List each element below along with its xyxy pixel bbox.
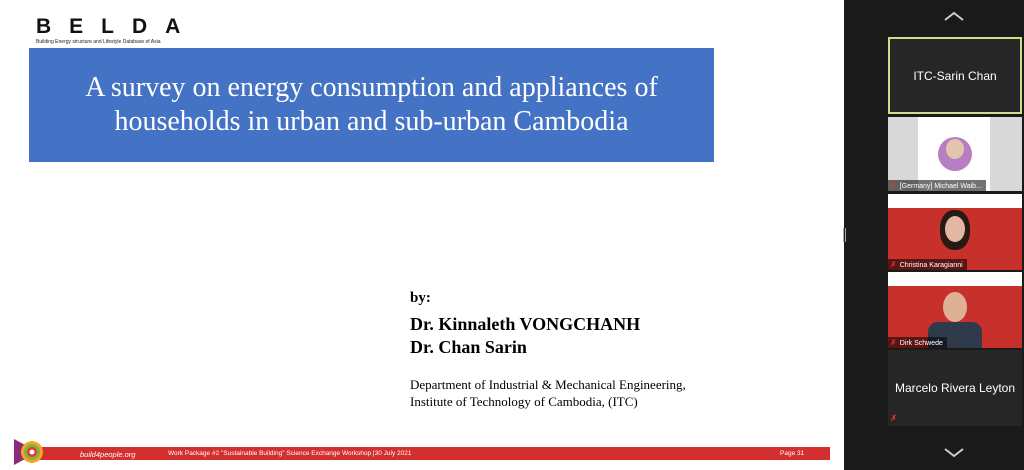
participant-name: Marcelo Rivera Leyton xyxy=(894,381,1016,395)
institute-line: Institute of Technology of Cambodia, (ITC) xyxy=(410,394,638,409)
chevron-up-icon[interactable] xyxy=(942,10,966,22)
person-face xyxy=(943,292,967,322)
logo-subtitle: Building Energy structure and Lifestyle Database of Asia xyxy=(36,39,161,45)
footer-page: Page 31 xyxy=(780,450,805,457)
logo-title: BELDA xyxy=(36,15,199,38)
author-name: Dr. Kinnaleth VONGCHANH xyxy=(410,314,641,334)
mic-muted-icon: ✗ xyxy=(890,181,897,190)
mic-muted-icon: ✗ xyxy=(890,413,898,423)
belda-logo xyxy=(36,16,198,45)
department-block xyxy=(410,376,686,410)
footer-site: build4people.org xyxy=(80,450,136,459)
participant-caption xyxy=(888,180,986,191)
video-slide-strip xyxy=(888,272,1022,286)
chevron-down-icon[interactable] xyxy=(942,446,966,458)
participant-name: ITC-Sarin Chan xyxy=(913,68,997,83)
participant-video-tile[interactable] xyxy=(888,272,1022,348)
authors-block xyxy=(410,290,640,359)
participant-name: Christina Karagianni xyxy=(899,262,963,269)
mic-muted-icon: ✗ xyxy=(890,260,897,269)
participant-name: Dirk Schwede xyxy=(899,340,943,347)
participant-name: [Germany] Michael Waib... xyxy=(899,183,982,190)
video-slide-strip xyxy=(888,194,1022,208)
participant-tile[interactable] xyxy=(888,350,1022,426)
department-line: Department of Industrial & Mechanical Engineering, xyxy=(410,377,686,392)
author-name: Dr. Chan Sarin xyxy=(410,337,527,357)
participant-video-tile[interactable] xyxy=(888,194,1022,270)
mic-muted-icon: ✗ xyxy=(890,338,897,347)
participant-caption xyxy=(888,337,947,348)
person-face xyxy=(946,139,964,159)
participant-video-tile[interactable] xyxy=(888,117,1022,191)
slide-title-box xyxy=(29,48,714,162)
footer-workshop: Work Package #2 "Sustainable Building" Science Exchange Workshop |30 July 2021 xyxy=(168,450,412,457)
by-label: by: xyxy=(410,290,431,306)
person-face xyxy=(945,216,965,242)
slide-title: A survey on energy consumption and appliances of households in urban and sub-urban Cambodia xyxy=(85,72,658,137)
slide-footer-bar xyxy=(18,447,830,460)
participant-tile-active[interactable] xyxy=(888,37,1022,114)
build4people-logo-icon xyxy=(12,437,46,467)
participant-caption xyxy=(888,259,967,270)
